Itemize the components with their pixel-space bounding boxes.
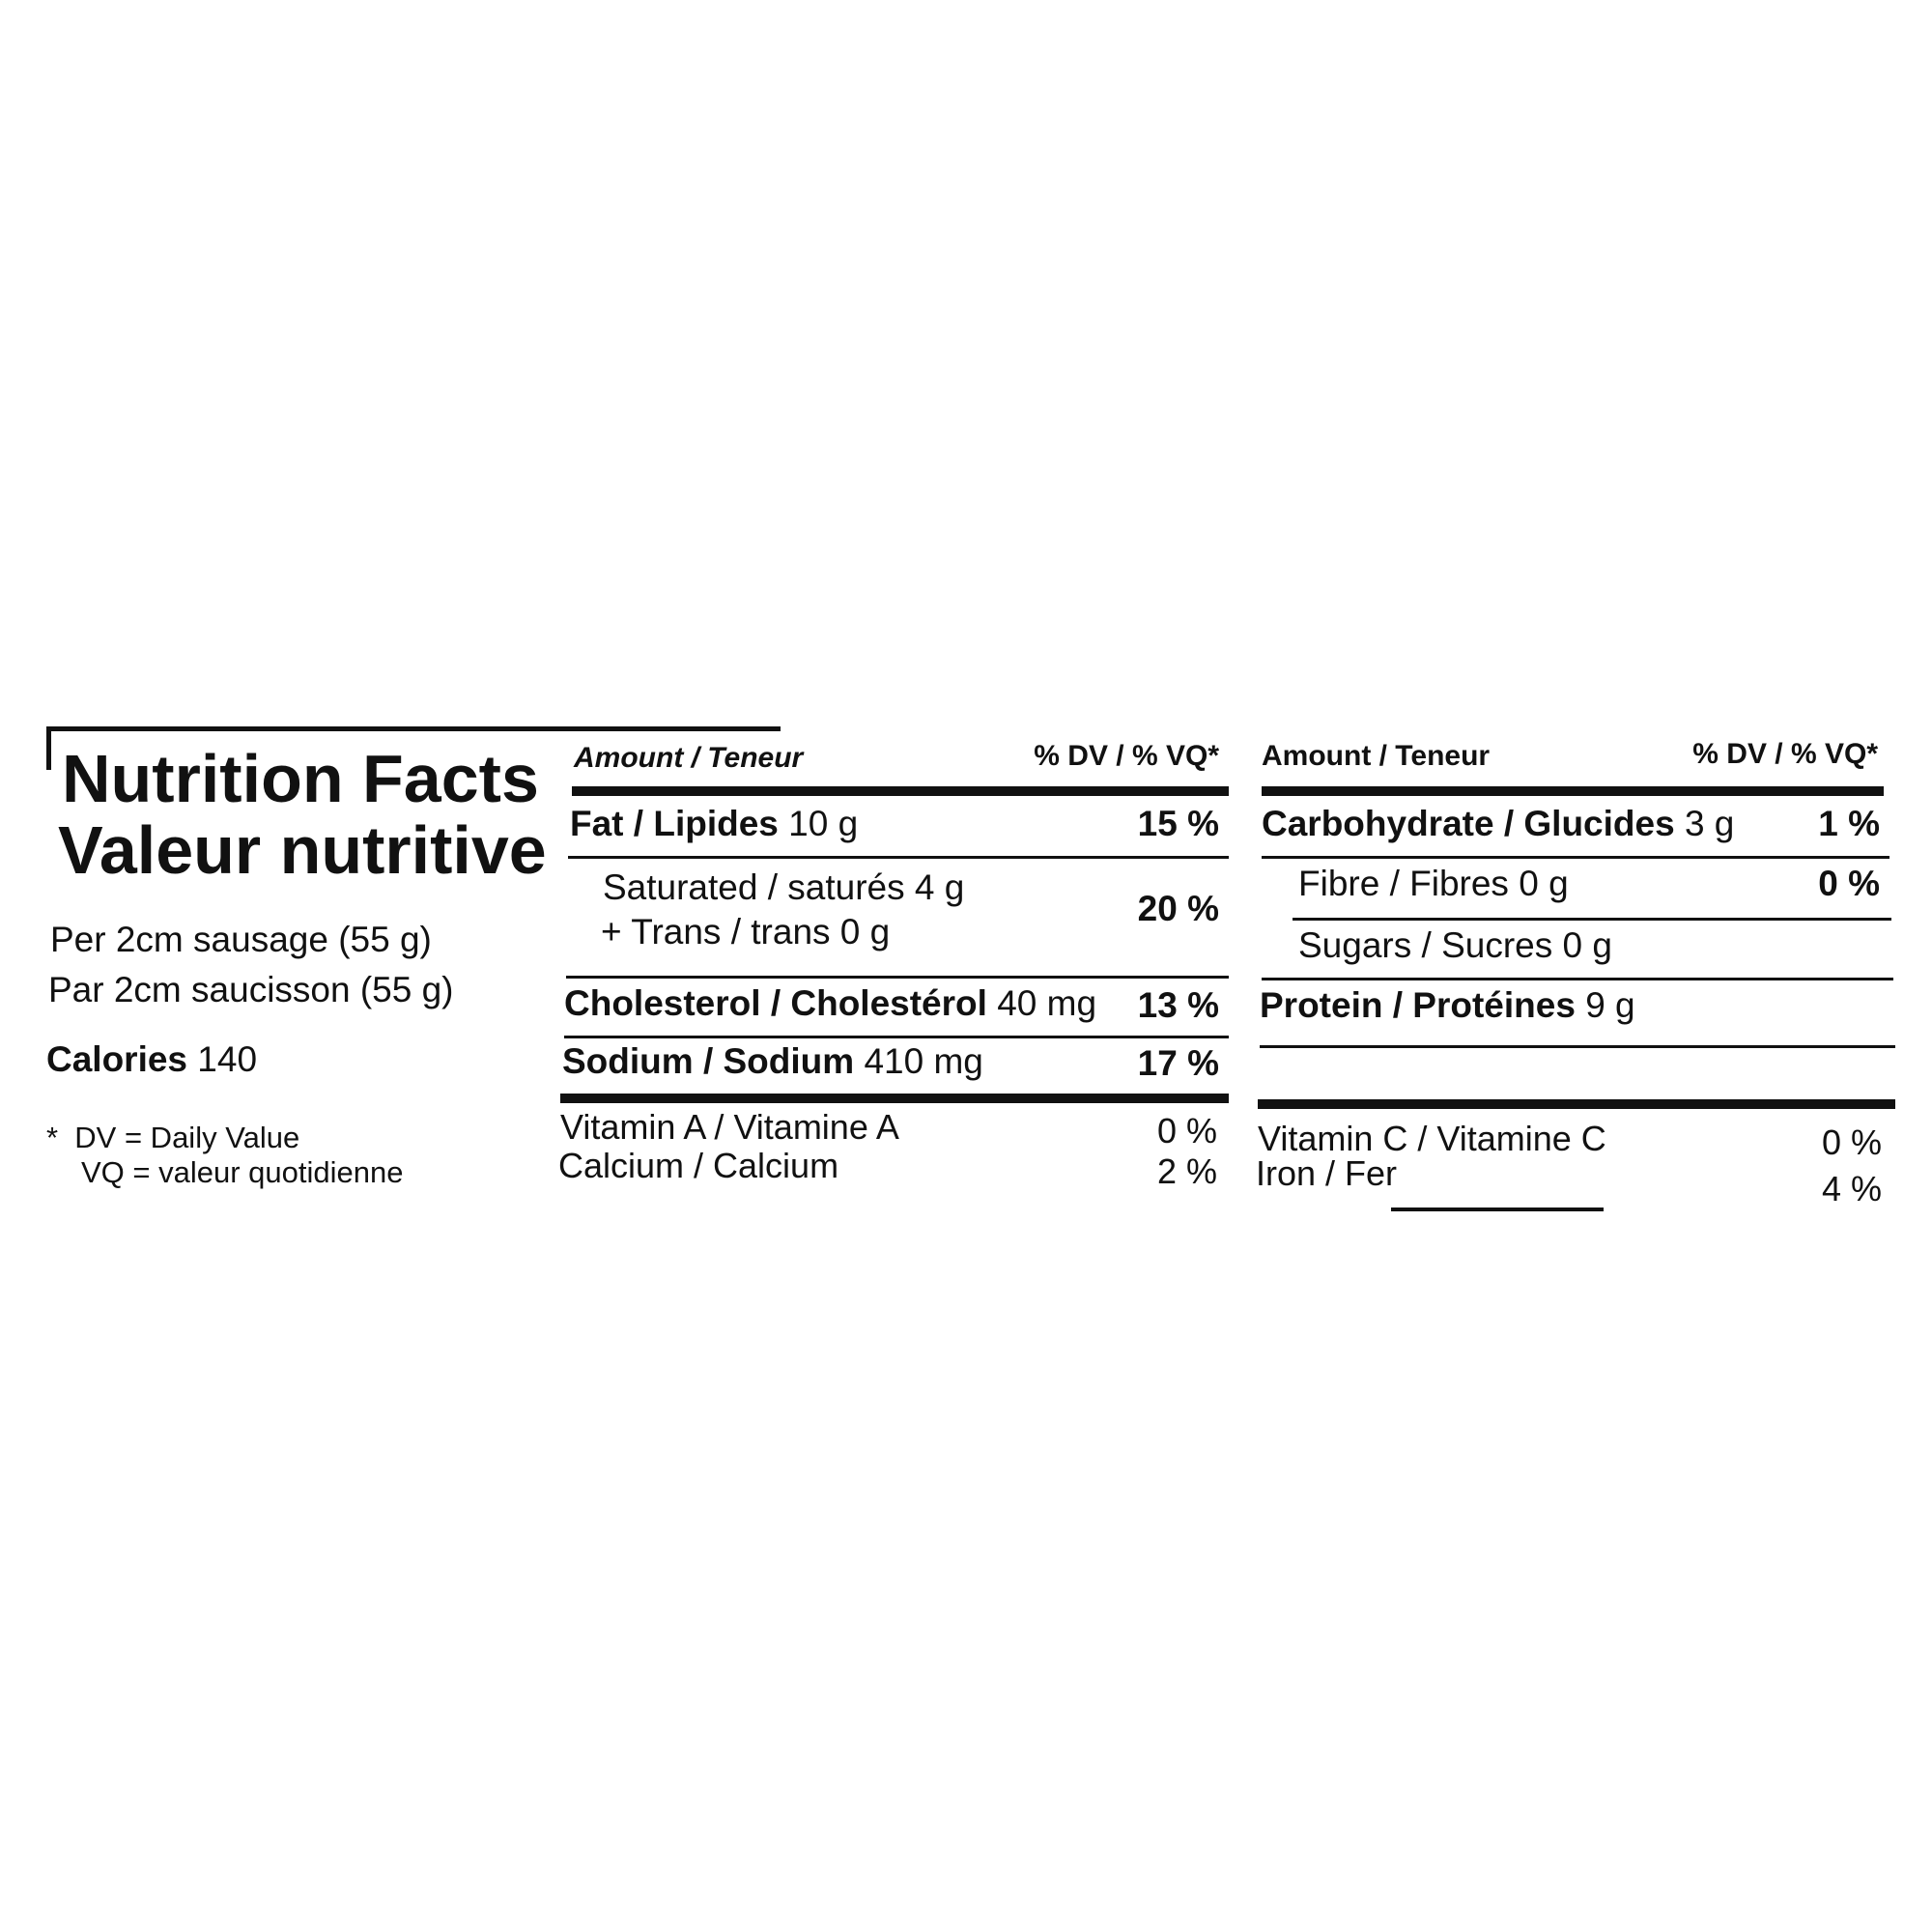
serving-size-french: Par 2cm saucisson (55 g) — [48, 970, 454, 1009]
protein-row — [1260, 985, 1635, 1026]
cholesterol-row — [564, 983, 1096, 1024]
sodium-label: Sodium / Sodium — [562, 1041, 855, 1081]
left-header-rule — [572, 786, 1229, 796]
fibre-dv: 0 % — [1818, 864, 1880, 903]
fat-dv — [1063, 804, 1219, 844]
cholesterol-amount: 40 mg — [997, 983, 1097, 1023]
fat-row — [570, 804, 858, 844]
iron-dv: 4 % — [1821, 1169, 1882, 1208]
left-vitamin-rule — [560, 1094, 1229, 1103]
sodium-row — [562, 1041, 983, 1082]
calcium-dv: 2 % — [1156, 1151, 1217, 1191]
sodium-dv: 17 % — [1137, 1043, 1219, 1083]
sodium-amount: 410 mg — [864, 1041, 983, 1081]
fibre-rule — [1293, 918, 1891, 921]
calories-label: Calories — [46, 1039, 188, 1079]
carbohydrate-amount: 3 g — [1684, 804, 1735, 843]
calcium-label: Calcium / Calcium — [558, 1146, 839, 1185]
carbohydrate-rule — [1262, 856, 1889, 859]
left-header-dv: % DV / % VQ* — [1034, 740, 1219, 772]
label-bottom-edge — [1391, 1208, 1604, 1211]
vitamin-a-dv: 0 % — [1156, 1111, 1217, 1151]
saturated-rule — [566, 976, 1229, 979]
fat-dv-value: 15 % — [1137, 804, 1219, 843]
protein-rule — [1260, 1045, 1895, 1048]
calories-row — [46, 1039, 257, 1080]
cholesterol-label: Cholesterol / Cholestérol — [564, 983, 987, 1023]
footnote-dv: * DV = Daily Value — [46, 1121, 300, 1154]
calories-value: 140 — [197, 1039, 258, 1079]
right-header-amount: Amount / Teneur — [1262, 740, 1491, 772]
vitamin-c-label: Vitamin C / Vitamine C — [1258, 1119, 1606, 1158]
protein-amount: 9 g — [1585, 985, 1635, 1025]
cholesterol-dv: 13 % — [1137, 985, 1219, 1025]
sugars-row: Sugars / Sucres 0 g — [1298, 925, 1612, 965]
fat-label: Fat / Lipides — [570, 804, 779, 843]
fat-amount: 10 g — [788, 804, 859, 843]
title-french: Valeur nutritive — [58, 812, 547, 888]
carbohydrate-label: Carbohydrate / Glucides — [1262, 804, 1675, 843]
vitamin-c-dv: 0 % — [1821, 1122, 1882, 1162]
right-vitamin-rule — [1258, 1099, 1895, 1109]
label-border-left — [46, 726, 51, 770]
vitamin-a-label: Vitamin A / Vitamine A — [560, 1107, 899, 1147]
serving-size-english: Per 2cm sausage (55 g) — [50, 920, 432, 959]
footnote-vq: VQ = valeur quotidienne — [81, 1155, 404, 1189]
title-english: Nutrition Facts — [62, 741, 539, 816]
fat-rule — [568, 856, 1229, 859]
sugars-rule — [1262, 978, 1893, 980]
label-border-top — [46, 726, 781, 731]
right-header-rule — [1262, 786, 1884, 796]
cholesterol-rule — [564, 1036, 1229, 1038]
right-header-dv: % DV / % VQ* — [1692, 738, 1878, 770]
fibre-row: Fibre / Fibres 0 g — [1298, 864, 1569, 903]
protein-label: Protein / Protéines — [1260, 985, 1576, 1025]
iron-label: Iron / Fer — [1256, 1153, 1398, 1193]
saturated-trans-dv: 20 % — [1137, 889, 1219, 928]
left-header-amount: Amount / Teneur — [574, 742, 804, 774]
trans-fat-row: + Trans / trans 0 g — [601, 912, 891, 952]
saturated-fat-row: Saturated / saturés 4 g — [603, 867, 965, 907]
carbohydrate-row — [1262, 804, 1734, 844]
carbohydrate-dv: 1 % — [1818, 804, 1880, 843]
